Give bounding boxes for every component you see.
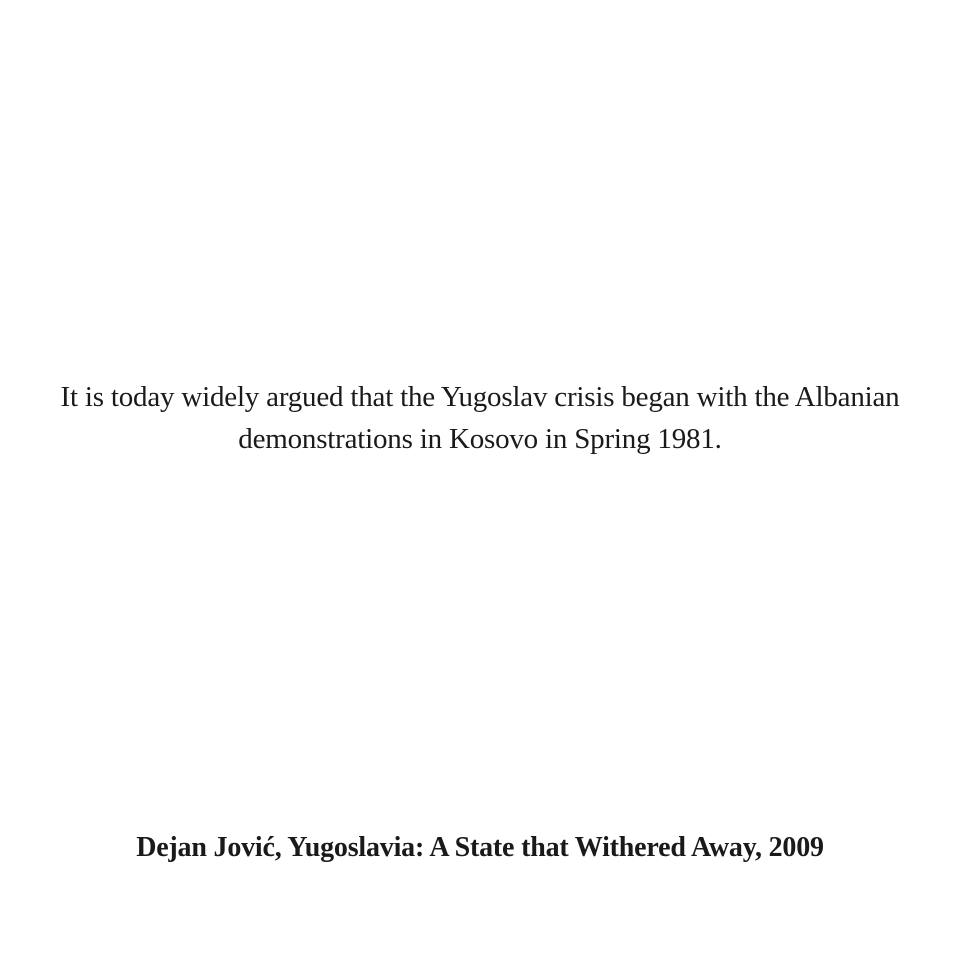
quote-text: It is today widely argued that the Yugoslav crisis began with the Albanian demonstrations in Kosovo in Spring 1981.	[60, 381, 900, 455]
quote-attribution: Dejan Jović, Yugoslavia: A State that Withered Away, 2009	[136, 832, 824, 863]
